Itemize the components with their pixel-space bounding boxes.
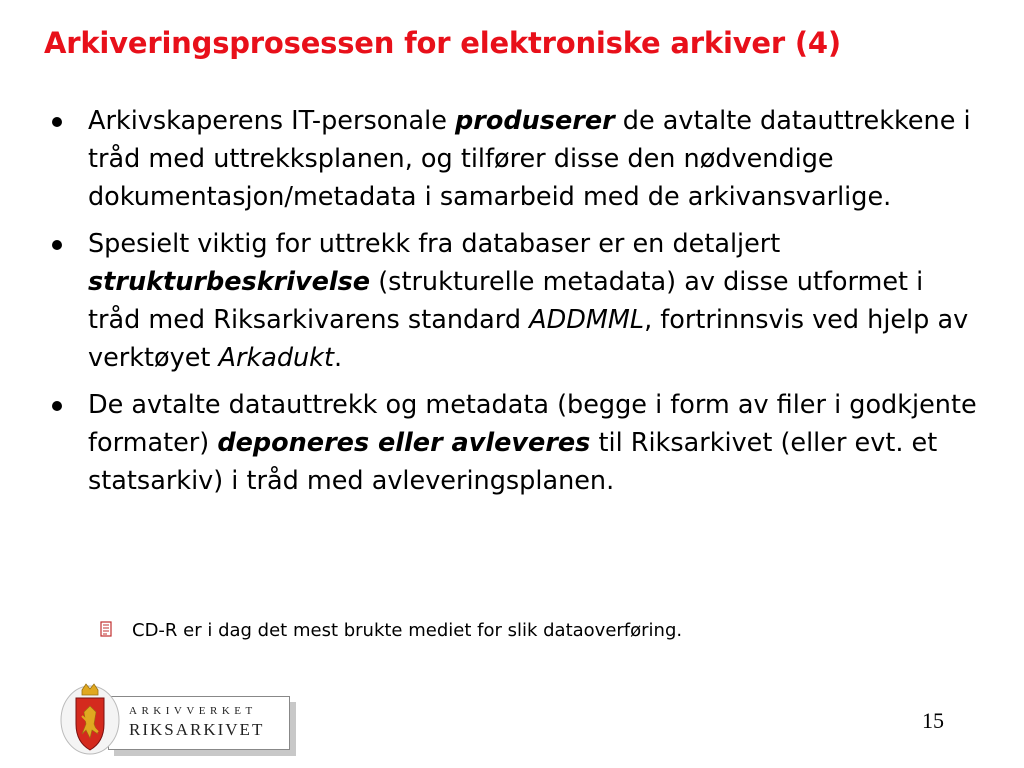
bullet-text: De avtalte datauttrekk og metadata (begge i form av filer i godkjente formater) — [88, 390, 977, 458]
coat-of-arms-icon — [60, 680, 120, 756]
logo-line2: RIKSARKIVET — [129, 720, 265, 739]
emphasis-text: produserer — [455, 106, 615, 136]
logo-nameplate — [108, 696, 290, 750]
sub-bullet-text: CD-R er i dag det mest brukte mediet for slik dataoverføring. — [132, 620, 683, 641]
bullet-item — [48, 102, 978, 216]
bullet-item — [48, 225, 978, 377]
bullet-text: (strukturelle metadata) av disse utformet i tråd med Riksarkivarens standard — [88, 267, 924, 335]
bullet-text: Spesielt viktig for uttrekk fra databaser er en detaljert — [88, 229, 781, 259]
page-number: 15 — [922, 708, 944, 733]
riksarkivet-logo — [60, 680, 296, 756]
bullet-text: , fortrinnsvis ved hjelp av verktøyet — [88, 305, 969, 373]
italic-term: Arkadukt — [218, 343, 334, 373]
bullet-text: til Riksarkivet (eller evt. et statsarkiv) i tråd med avleveringsplanen. — [88, 428, 938, 496]
bullet-text: de avtalte datauttrekkene i tråd med uttrekksplanen, og tilfører disse den nødvendige dokumentasjon/metadata i samarbeid med de arkivansvarlige. — [88, 106, 971, 212]
bullet-dot-icon — [52, 117, 62, 127]
logo-line1: ARKIVVERKET — [129, 705, 257, 717]
emphasis-text: deponeres eller avleveres — [217, 428, 591, 458]
emphasis-text: strukturbeskrivelse — [88, 267, 371, 297]
document-icon — [100, 621, 112, 637]
italic-term: ADDMML — [529, 305, 645, 335]
bullet-text: . — [333, 343, 343, 373]
bullet-dot-icon — [52, 401, 62, 411]
bullet-item — [48, 386, 978, 500]
bullet-text: Arkivskaperens IT-personale — [88, 106, 456, 136]
bullet-list — [48, 102, 978, 509]
bullet-dot-icon — [52, 240, 62, 250]
slide-title: Arkiveringsprosessen for elektroniske arkiver (4) — [44, 26, 841, 60]
sub-bullet — [100, 618, 682, 644]
